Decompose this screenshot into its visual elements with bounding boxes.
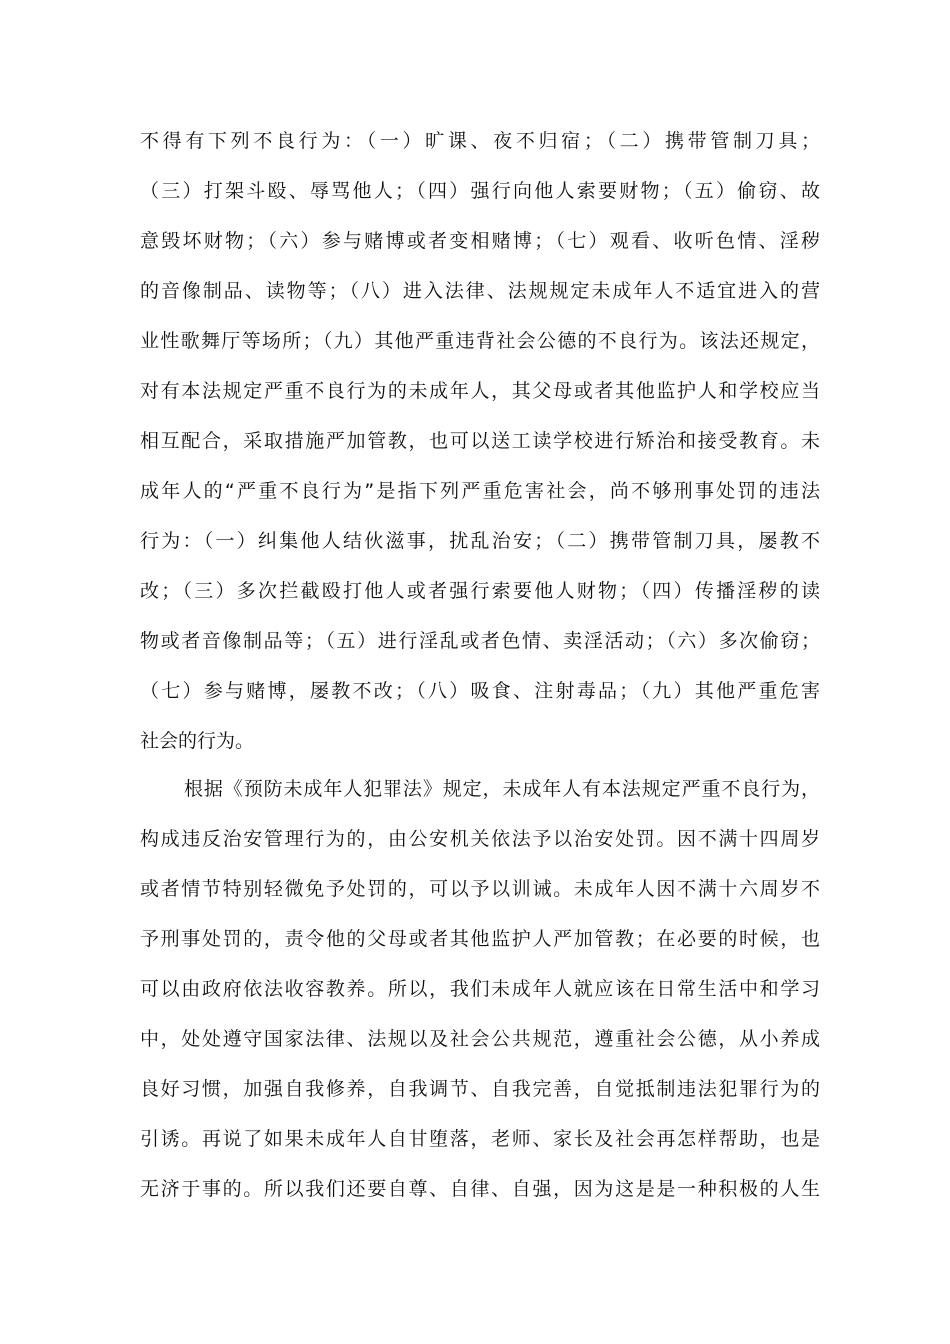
text-line: 物或者音像制品等；（五）进行淫乱或者色情、卖淫活动；（六）多次偷窃； <box>140 630 820 652</box>
paragraph-2 <box>140 764 820 1214</box>
text-line: 相互配合，采取措施严加管教，也可以送工读学校进行矫治和接受教育。未 <box>140 430 820 452</box>
text-line: 不得有下列不良行为：（一）旷课、夜不归宿；（二）携带管制刀具； <box>140 130 820 152</box>
text-line: 予刑事处罚的，责令他的父母或者其他监护人严加管教；在必要的时候，也 <box>140 928 820 950</box>
text-line: 意毁坏财物；（六）参与赌博或者变相赌博；（七）观看、收听色情、淫秽 <box>140 230 820 252</box>
text-line: 业性歌舞厅等场所；（九）其他严重违背社会公德的不良行为。该法还规定， <box>140 330 820 352</box>
paragraph-1 <box>140 116 820 766</box>
text-line: 无济于事的。所以我们还要自尊、自律、自强，因为这是是一种积极的人生 <box>140 1178 820 1200</box>
text-line: 对有本法规定严重不良行为的未成年人，其父母或者其他监护人和学校应当 <box>140 380 820 402</box>
text-line: 引诱。再说了如果未成年人自甘堕落，老师、家长及社会再怎样帮助，也是 <box>140 1128 820 1150</box>
text-line: （七）参与赌博，屡教不改；（八）吸食、注射毒品；（九）其他严重危害 <box>140 680 820 702</box>
text-line: 改；（三）多次拦截殴打他人或者强行索要他人财物；（四）传播淫秽的读 <box>140 580 820 602</box>
text-line: 行为：（一）纠集他人结伙滋事，扰乱治安；（二）携带管制刀具，屡教不 <box>140 530 820 552</box>
text-line: 中，处处遵守国家法律、法规以及社会公共规范，遵重社会公德，从小养成 <box>140 1028 820 1050</box>
text-line: 成年人的“严重不良行为”是指下列严重危害社会，尚不够刑事处罚的违法 <box>140 480 820 502</box>
text-line: 可以由政府依法收容教养。所以，我们未成年人就应该在日常生活中和学习 <box>140 978 820 1000</box>
text-line: 良好习惯，加强自我修养，自我调节、自我完善，自觉抵制违法犯罪行为的 <box>140 1078 820 1100</box>
text-line: 或者情节特别轻微免予处罚的，可以予以训诫。未成年人因不满十六周岁不 <box>140 878 820 900</box>
text-line: （三）打架斗殴、辱骂他人；（四）强行向他人索要财物；（五）偷窃、故 <box>140 180 820 202</box>
text-line: 的音像制品、读物等；（八）进入法律、法规规定未成年人不适宜进入的营 <box>140 280 820 302</box>
text-line: 社会的行为。 <box>140 730 255 752</box>
text-line: 构成违反治安管理行为的，由公安机关依法予以治安处罚。因不满十四周岁 <box>140 828 820 850</box>
text-line: 根据《预防未成年人犯罪法》规定，未成年人有本法规定严重不良行为， <box>184 778 820 800</box>
